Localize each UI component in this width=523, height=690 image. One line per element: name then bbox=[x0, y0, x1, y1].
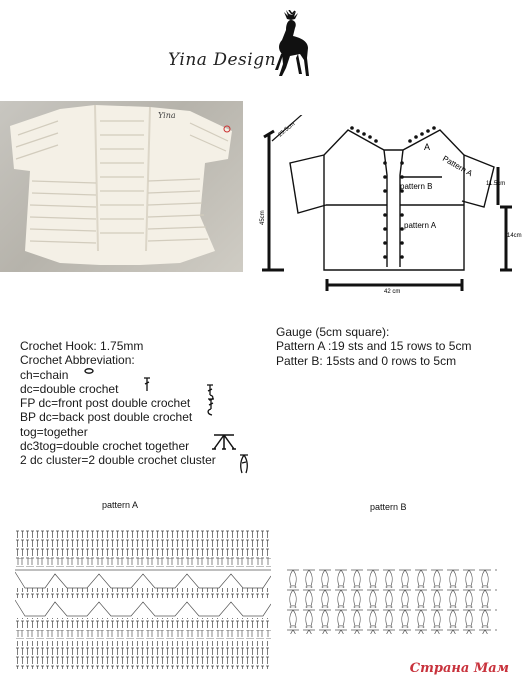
info-line: FP dc=front post double crochet bbox=[20, 396, 191, 411]
site-watermark: Страна Мам bbox=[409, 661, 509, 676]
gauge-line: Gauge (5cm square): bbox=[276, 325, 390, 339]
dim-shoulder-label: 25.5cm bbox=[277, 121, 297, 139]
gauge-line: Patter B: 15sts and 0 rows to 5cm bbox=[276, 353, 457, 368]
dc-symbol-icon bbox=[142, 376, 152, 392]
info-line: 2 dc cluster=2 double crochet cluster bbox=[20, 453, 216, 468]
gauge-info bbox=[276, 325, 471, 368]
label-pattern-b: pattern B bbox=[400, 182, 433, 191]
label-pattern-a-sleeve: Pattern A bbox=[441, 153, 475, 179]
info-line: tog=together bbox=[20, 424, 88, 439]
garment-photo bbox=[0, 101, 243, 272]
deer-logo-icon bbox=[262, 10, 322, 80]
dc3tog-symbol-icon bbox=[210, 432, 238, 452]
garment-schematic bbox=[252, 115, 523, 305]
pattern-a-title: pattern A bbox=[102, 500, 139, 510]
info-line: dc3tog=double crochet together bbox=[20, 439, 190, 454]
pattern-a-chart bbox=[15, 530, 271, 672]
dim-sleeve-label: 11.5cm bbox=[486, 181, 506, 187]
pattern-b-chart bbox=[285, 568, 497, 638]
info-line: ch=chain bbox=[20, 367, 69, 382]
cluster-symbol-icon bbox=[237, 453, 251, 475]
bp-dc-symbol-icon bbox=[205, 397, 217, 417]
abbreviation-list bbox=[20, 339, 216, 468]
brand-title: Yina Design bbox=[168, 50, 277, 70]
label-a-top: A bbox=[424, 142, 431, 152]
dim-width-label: 42 cm bbox=[384, 289, 401, 295]
dim-height-label: 45cm bbox=[260, 210, 266, 225]
gauge-line: Pattern A :19 sts and 15 rows to 5cm bbox=[276, 339, 472, 354]
info-line: BP dc=back post double crochet bbox=[20, 410, 193, 425]
body-outline bbox=[324, 130, 464, 270]
info-line: Crochet Abbreviation: bbox=[20, 353, 135, 368]
chain-symbol-icon bbox=[84, 367, 94, 375]
photo-watermark: Yina bbox=[158, 111, 176, 120]
pattern-b-title: pattern B bbox=[370, 502, 407, 512]
dim-side-label: 14cm bbox=[507, 233, 522, 239]
info-line: Crochet Hook: 1.75mm bbox=[20, 339, 144, 353]
info-line: dc=double crochet bbox=[20, 381, 119, 396]
label-pattern-a: pattern A bbox=[404, 221, 437, 230]
